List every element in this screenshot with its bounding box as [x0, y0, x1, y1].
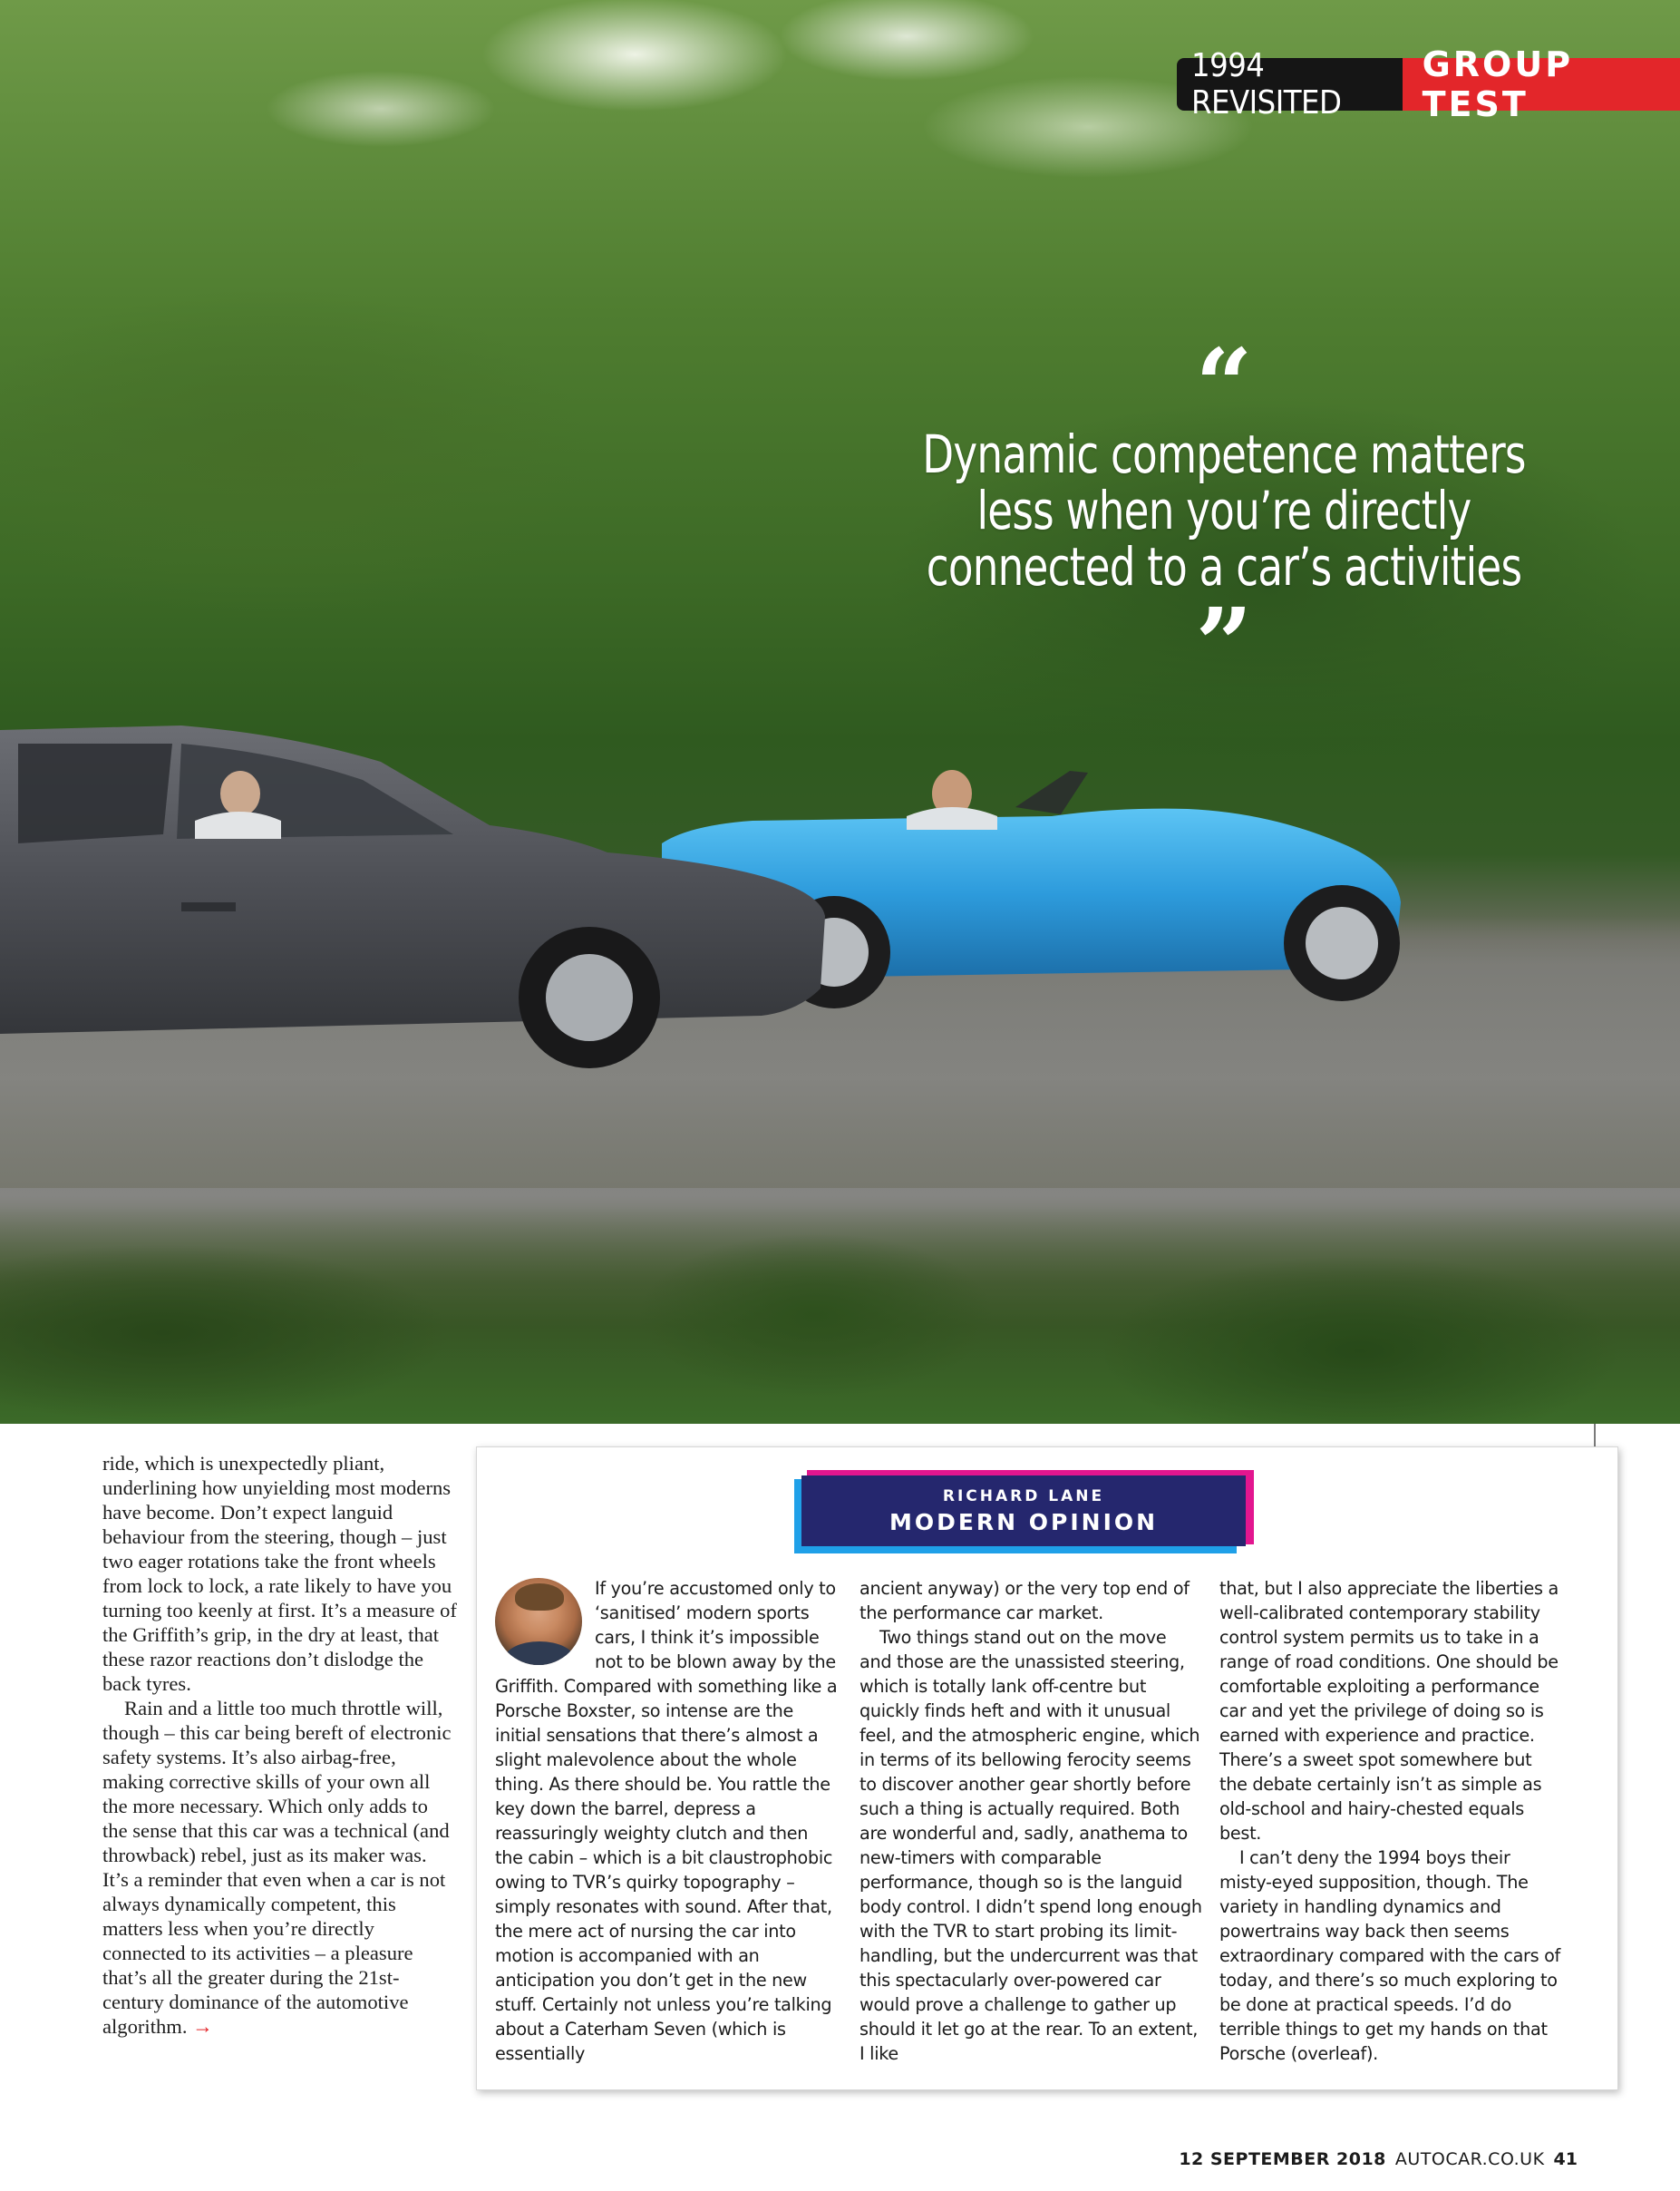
opinion-paragraph: ancient anyway) or the very top end of the performance car market. [859, 1578, 1190, 1623]
close-quote-mark: ” [1195, 586, 1253, 703]
section-category: GROUP TEST [1403, 58, 1680, 111]
grey-saloon [0, 725, 825, 1068]
opinion-paragraph: I can’t deny the 1994 boys their misty-eyed supposition, though. The variety in handling dynamics and powertrains way back then seems extraordinary compared with the cars of today, and there’s so much exploring to be done at practical speeds. I’d do terrible things to get my hands on that Porsche (overleaf). [1219, 1847, 1561, 2064]
issue-date: 12 SEPTEMBER 2018 [1179, 2149, 1386, 2169]
opinion-author: RICHARD LANE [942, 1486, 1105, 1505]
pull-quote-line: Dynamic competence matters [922, 424, 1526, 485]
opinion-paragraph: Two things stand out on the move and those are the unassisted steering, which is totally lank off-centre but quickly finds heft and with it unusual feel, and the atmospheric engine, which in terms of its bellowing ferocity seems to discover another gear shortly before such a thing is actually required. Both are wonderful and, sadly, anathema to new-timers with comparable performance, though so is the languid body control. I didn’t spend long enough with the TVR to start probing its limit-handling, but the undercurrent was that this spectacularly over-powered car would prove a challenge to gather up should it let go at the rear. To an extent, I like [859, 1627, 1202, 2064]
opinion-column-1 [495, 1576, 838, 2066]
author-avatar [495, 1578, 582, 1665]
opinion-paragraph: If you’re accustomed only to ‘sanitised’ modern sports cars, I think it’s impossible not to be blown away by the Griffith. Compared with something like a Porsche Boxster, so intense are the initial sensations that there’s almost a slight malevolence about the whole thing. As there should be. You rattle the key down the barrel, depress a reassuringly weighty clutch and then the cabin – which is a bit claustrophobic owing to TVR’s quirky topography – simply resonates with sound. After that, the mere act of nursing the car into motion is accompanied with an anticipation you don’t get in the new stuff. Certainly not unless you’re talking about a Caterham Seven (which is essentially [495, 1578, 838, 2064]
body-paragraph: ride, which is unexpectedly pliant, underlining how unyielding most moderns have become. Don’t expect languid behaviour from the steering, though – just two eager rotations take the front wheels from lock to lock, a rate likely to have you turning too keenly at first. It’s a measure of the Griffith’s grip, in the dry at least, that these razor reactions don’t dislodge the back tyres. [102, 1452, 457, 1695]
avatar-hair [515, 1583, 564, 1611]
opinion-header [794, 1470, 1252, 1552]
page-number: 41 [1553, 2149, 1578, 2169]
avatar-shirt [504, 1641, 575, 1665]
cars-illustration [0, 707, 1680, 1134]
body-paragraph-text: Rain and a little too much throttle will, though – this car being bereft of electronic safety systems. It’s also airbag-free, making corrective skills of your own all the more necessary. Which only adds to the sense that this car was a technical (and throwback) rebel, just as its maker was. It’s a reminder that even when a car is not always dynamically competent, this matters less when you’re directly connected to its activities – a pleasure that’s all the greater during the 21st-century dominance of the automotive algorithm. [102, 1697, 452, 2038]
foreground-foliage [0, 1206, 1680, 1424]
article-body-column [102, 1451, 458, 2039]
pull-quote [889, 326, 1559, 703]
opinion-title: MODERN OPINION [889, 1508, 1159, 1535]
body-paragraph [102, 1696, 458, 2039]
pull-quote-line: less when you’re directly [976, 480, 1471, 541]
page-folio [1179, 2149, 1578, 2169]
site-url: AUTOCAR.CO.UK [1394, 2149, 1545, 2169]
open-quote-mark: “ [1195, 326, 1253, 443]
pull-quote-text [898, 424, 1549, 598]
opinion-box [476, 1446, 1618, 2090]
continue-arrow-icon: → [192, 2015, 213, 2038]
header-panel [801, 1475, 1246, 1546]
opinion-column-2 [859, 1576, 1202, 2066]
section-tag [1177, 44, 1680, 124]
opinion-paragraph: that, but I also appreciate the liberties a well-calibrated contemporary stability control system permits us to take in a range of road conditions. One should be comfortable exploiting a performance car and yet the privilege of doing so is earned with experience and practice. There’s a sweet spot somewhere but the debate certainly isn’t as simple as old-school and hairy-chested equals best. [1219, 1578, 1559, 1844]
opinion-column-3 [1219, 1576, 1562, 2066]
section-label: 1994 REVISITED [1177, 58, 1403, 111]
pull-quote-line: connected to a car’s activities [926, 536, 1522, 598]
